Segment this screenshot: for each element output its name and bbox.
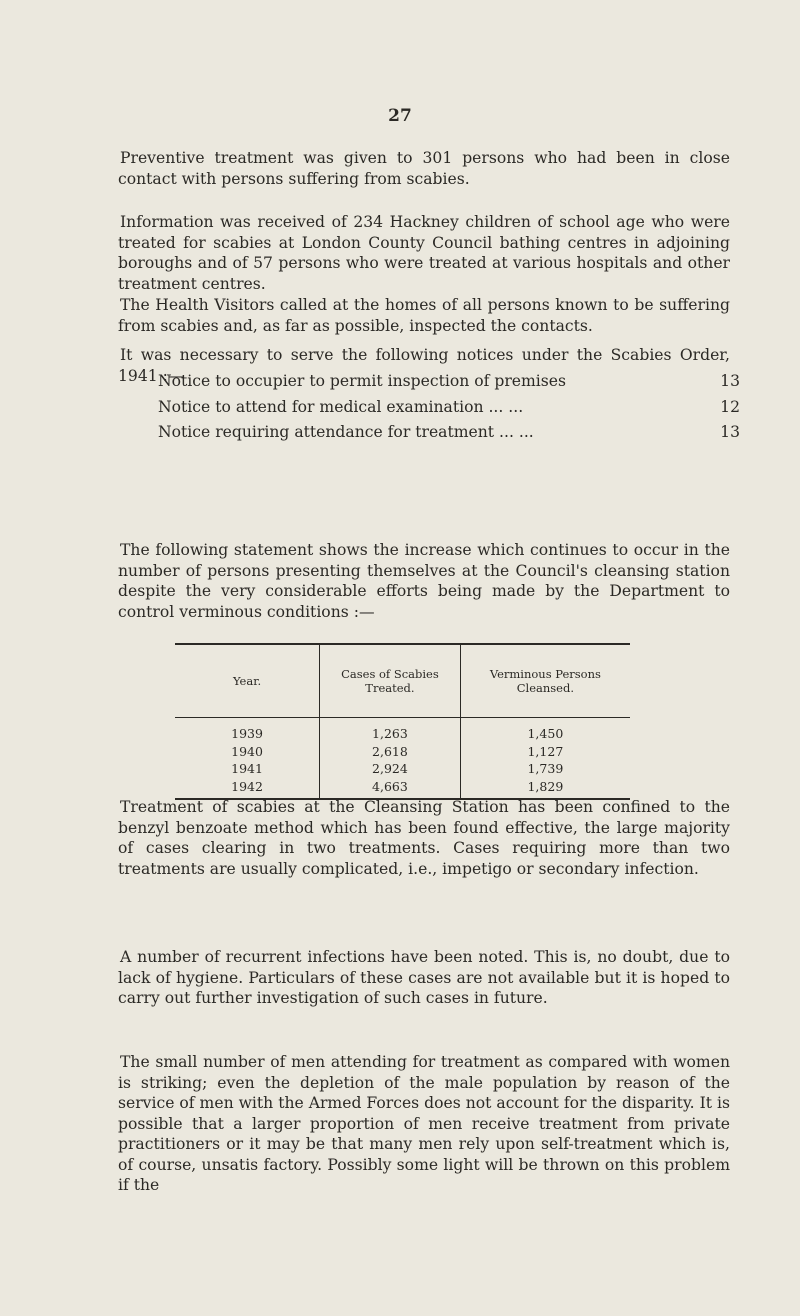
paragraph-statement-intro: The following statement shows the increase which continues to occur in the number of persons presenting themselves at the Council's cleansing station despite the very considerable efforts being made by the Department to control verminous conditions :—	[118, 541, 730, 621]
paragraph-preventive-treatment: Preventive treatment was given to 301 persons who had been in close contact with persons suffering from scabies.	[118, 149, 730, 188]
paragraph-health-visitors: The Health Visitors called at the homes of all persons known to be suffering from scabies and, as far as possible, inspected the contacts.	[118, 296, 730, 335]
table-row	[175, 760, 630, 778]
table-header-row	[175, 644, 630, 718]
paragraph-treatment-cleansing: Treatment of scabies at the Cleansing Station has been confined to the benzyl benzoate method which has been found effective, the large majority of cases clearing in two treatments. Cases requiring more than two treatments are usually complicated, i.e., impetigo or secondary infection.	[118, 798, 730, 878]
column-header-cases: Cases of Scabies Treated.	[320, 644, 461, 718]
paragraph-recurrent-infections: A number of recurrent infections have been noted. This is, no doubt, due to lack of hygiene. Particulars of these cases are not available but it is hoped to carry out further investigation of such cases in future.	[118, 948, 730, 1007]
notice-value: 13	[720, 372, 740, 390]
table-cell-cases: 4,663	[320, 778, 461, 800]
paragraph-men-attending: The small number of men attending for treatment as compared with women is striking; even the depletion of the male population by reason of the service of men with the Armed Forces does not account for the disparity. It is possible that a larger proportion of men receive treatment from private practitioners or it may be that many men rely upon self-treatment which is, of course, unsatis factory. Possibly some light will be thrown on this problem if the	[118, 1053, 730, 1194]
notice-row	[158, 369, 740, 395]
notice-label: Notice requiring attendance for treatment ... ...	[158, 423, 534, 441]
table-cell-year: 1939	[231, 726, 263, 741]
paragraph-notices-intro: It was necessary to serve the following notices under the Scabies Order, 1941 :—	[118, 346, 730, 385]
paragraph-information-received: Information was received of 234 Hackney children of school age who were treated for scabies at London County Council bathing centres in adjoining boroughs and of 57 persons who were treated at various hospitals and other treatment centres.	[118, 213, 730, 293]
notice-row	[158, 395, 740, 421]
notice-label: Notice to occupier to permit inspection of premises	[158, 372, 567, 390]
table-cell-verminous: 1,739	[527, 761, 564, 776]
table-cell-verminous: 1,829	[527, 778, 564, 794]
notice-label: Notice to attend for medical examination ... ...	[158, 397, 524, 416]
table-cell-year: 1941	[231, 761, 263, 776]
table-cell-cases: 1,263	[320, 718, 461, 743]
notices-list	[158, 369, 740, 446]
column-header-year: Year.	[175, 644, 320, 718]
table-cell-cases: 2,618	[320, 743, 461, 761]
notice-value: 12	[720, 397, 740, 416]
notice-value: 13	[720, 423, 740, 441]
scabies-table-container	[175, 643, 630, 800]
table-cell-verminous: 1,127	[527, 743, 564, 759]
table-row	[175, 718, 630, 743]
scabies-table	[175, 643, 630, 800]
table-row	[175, 743, 630, 761]
notice-row	[158, 420, 740, 446]
column-header-verminous: Verminous Persons Cleansed.	[460, 644, 630, 718]
table-cell-year: 1942	[231, 778, 263, 794]
table-cell-cases: 2,924	[320, 760, 461, 778]
table-row	[175, 778, 630, 800]
table-cell-year: 1940	[231, 743, 263, 759]
page-number: 27	[388, 106, 412, 126]
table-cell-verminous: 1,450	[527, 726, 564, 741]
